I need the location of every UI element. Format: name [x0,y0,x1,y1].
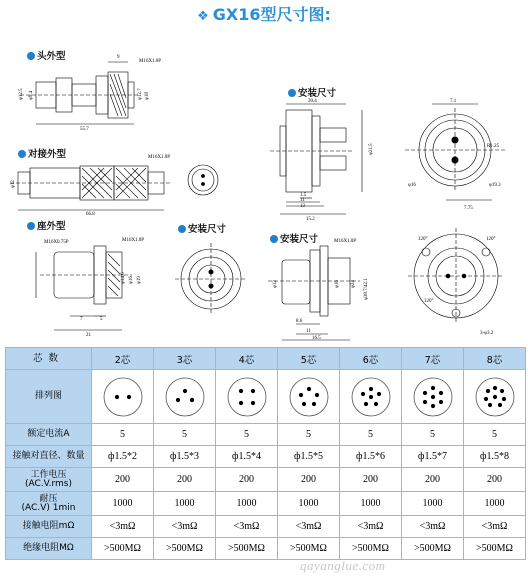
table-cell: 5 [464,424,526,446]
dim-text: 120° [424,299,434,304]
pin-layout-5 [278,370,340,424]
pin-dot [422,390,426,394]
pin-dot [238,388,242,392]
dim-text: φ12.5 [19,88,24,100]
table-cell: 1000 [216,492,278,516]
table-row [6,538,526,560]
dim-text: φ24 [351,280,356,288]
dim-text: M16X1.0P [139,59,162,64]
dim-text: R1.25 [487,144,500,149]
pin-dot [438,399,442,403]
table-row [6,468,526,492]
row-label: 耐压 (AC.V) 1min [6,492,92,516]
dim-text: 9 [117,55,120,60]
table-cell: ф1.5*6 [340,446,402,468]
dim-text: φ14.6 [121,272,126,284]
label-butt: 对接外型 [18,146,66,160]
table-cell: <3mΩ [278,516,340,538]
pin-dot [430,394,434,398]
header-label: 芯数 [6,348,92,370]
pin-dot [376,391,380,395]
label-install-1: 安装尺寸 [288,85,336,99]
pin-dot [368,386,372,390]
table-cell: 200 [154,468,216,492]
pin-layout-3 [154,370,216,424]
table-cell: 5 [92,424,154,446]
dim-text: M16X1.0P [334,239,357,244]
table-cell: ф1.5*5 [278,446,340,468]
row-label: 接触对直径、数量 [6,446,92,468]
table-cell: >500MΩ [278,538,340,560]
table-row [6,516,526,538]
table-cell: 5 [216,424,278,446]
table-cell: 1000 [154,492,216,516]
pin-dot [301,401,305,405]
dim-text: 21 [86,333,91,338]
pin-dot [492,385,496,389]
pin-dot [360,391,364,395]
column-header: 8芯 [464,348,526,370]
table-cell: 5 [340,424,402,446]
column-header: 3芯 [154,348,216,370]
pin-pattern-row [6,370,526,424]
label-install-3: 安装尺寸 [270,231,318,245]
table-cell: 1000 [402,492,464,516]
socket-drawing [36,243,247,330]
dim-text: 11 [306,329,311,334]
pin-dot [492,394,496,398]
pin-dot [430,403,434,407]
dim-text: 7.1 [450,99,457,104]
table-cell: 200 [216,468,278,492]
dim-text: φ38.7/42.1 [364,278,369,300]
dim-text: 8.6 [296,319,303,324]
dim-text: 55.7 [80,127,89,132]
pin-layout-2 [92,370,154,424]
pin-dot [430,385,434,389]
dim-text: φ12 [273,280,278,288]
pin-dot [501,396,505,400]
dim-text: φ19.3 [489,183,501,188]
dim-text: M16X0.75P [44,240,69,245]
pin-dot [250,388,254,392]
row-label: 工作电压 (AC.V.rms) [6,468,92,492]
pin-layout-7 [402,370,464,424]
dim-text: 13 [300,204,305,209]
pin-dot [497,402,501,406]
table-cell: 200 [278,468,340,492]
table-cell: <3mΩ [92,516,154,538]
pin-dot [189,397,193,401]
pin-dot [238,400,242,404]
table-cell: 5 [278,424,340,446]
row-label: 接触电阻mΩ [6,516,92,538]
pin-diagram [473,375,517,419]
pin-dot [114,394,118,398]
dim-text: 20.4 [308,99,317,104]
column-header: 7芯 [402,348,464,370]
spec-table [5,347,526,560]
pin-diagram [411,375,455,419]
watermark: qayanglue.com [300,558,386,573]
column-header: 5芯 [278,348,340,370]
dim-text: 3-φ3.2 [480,331,494,336]
table-row [6,492,526,516]
pin-dot [250,400,254,404]
table-cell: 1000 [278,492,340,516]
table-cell: 1000 [464,492,526,516]
pin-layout-6 [340,370,402,424]
pin-dot [126,394,130,398]
table-cell: 200 [402,468,464,492]
dim-text: φ12 [11,180,16,188]
table-row [6,446,526,468]
label-install-2: 安装尺寸 [178,221,226,235]
column-header: 2芯 [92,348,154,370]
dim-text: 7.75 [464,206,473,211]
dim-text: φ16 [408,183,416,188]
dim-text: φ16 [335,280,340,288]
row-label: 绝缘电阻MΩ [6,538,92,560]
pin-dot [438,390,442,394]
table-cell: >500MΩ [402,538,464,560]
butt-drawing [10,165,218,210]
diamond-icon: ❖ [197,9,209,24]
dim-text: M16X1.0P [122,238,145,243]
pin-dot [368,394,372,398]
dim-text: φ21.5 [369,143,374,155]
pin-dot [373,401,377,405]
table-cell: <3mΩ [340,516,402,538]
connector-outline [166,378,204,416]
pattern-label: 排列图 [6,370,92,424]
table-cell: <3mΩ [216,516,278,538]
table-cell: <3mΩ [402,516,464,538]
plug-drawing [20,62,140,124]
pin-diagram [287,375,331,419]
table-cell: 200 [464,468,526,492]
dim-text: φ16 [129,276,134,284]
dim-text: φ9.4 [29,90,34,100]
pin-dot [306,386,310,390]
table-cell: ф1.5*7 [402,446,464,468]
dim-text: 7 [80,317,83,322]
pin-layout-4 [216,370,278,424]
pin-layout-8 [464,370,526,424]
table-row [6,424,526,446]
pin-diagram [349,375,393,419]
dim-text: φ18 [145,92,150,100]
pin-diagram [101,375,145,419]
table-cell: 5 [154,424,216,446]
dim-text: 16.5 [312,336,321,341]
page-title-text: GX16型尺寸图: [212,5,331,24]
table-cell: 1000 [92,492,154,516]
table-cell: ф1.5*8 [464,446,526,468]
pin-dot [298,392,302,396]
pin-dot [499,388,503,392]
table-cell: >500MΩ [92,538,154,560]
connector-outline [104,378,142,416]
table-cell: <3mΩ [464,516,526,538]
dim-text: 66.8 [86,212,95,217]
pin-dot [314,392,318,396]
dim-text: 15.2 [306,217,315,222]
table-cell: ф1.5*4 [216,446,278,468]
table-cell: 200 [340,468,402,492]
dim-text: M16X1.0P [148,155,171,160]
dim-text: 5 [100,317,103,322]
row-label: 额定电流A [6,424,92,446]
label-plug: 头外型 [27,48,66,62]
pin-dot [483,396,487,400]
column-header: 4芯 [216,348,278,370]
table-header-row [6,348,526,370]
table-cell: >500MΩ [340,538,402,560]
table-cell: <3mΩ [154,516,216,538]
pin-dot [485,388,489,392]
pin-dot [175,397,179,401]
table-cell: >500MΩ [154,538,216,560]
connector-outline [290,378,328,416]
pin-dot [487,402,491,406]
connector-outline [228,378,266,416]
label-socket: 座外型 [27,218,66,232]
table-cell: ф1.5*3 [154,446,216,468]
install-3-drawing [268,228,504,340]
table-cell: >500MΩ [464,538,526,560]
table-cell: ф1.5*2 [92,446,154,468]
dim-text: 120° [486,237,496,242]
table-cell: 5 [402,424,464,446]
dim-text: φ12.7 [138,88,143,100]
pin-diagram [225,375,269,419]
pin-dot [422,399,426,403]
pin-dot [311,401,315,405]
dim-text: 1.5 [300,193,307,198]
table-cell: 1000 [340,492,402,516]
table-cell: >500MΩ [216,538,278,560]
pin-dot [363,401,367,405]
column-header: 6芯 [340,348,402,370]
dim-text: 11 [300,198,305,203]
dim-text: 120° [418,237,428,242]
pin-diagram [163,375,207,419]
dim-text: φ19 [137,276,142,284]
table-cell: 200 [92,468,154,492]
pin-dot [182,388,186,392]
